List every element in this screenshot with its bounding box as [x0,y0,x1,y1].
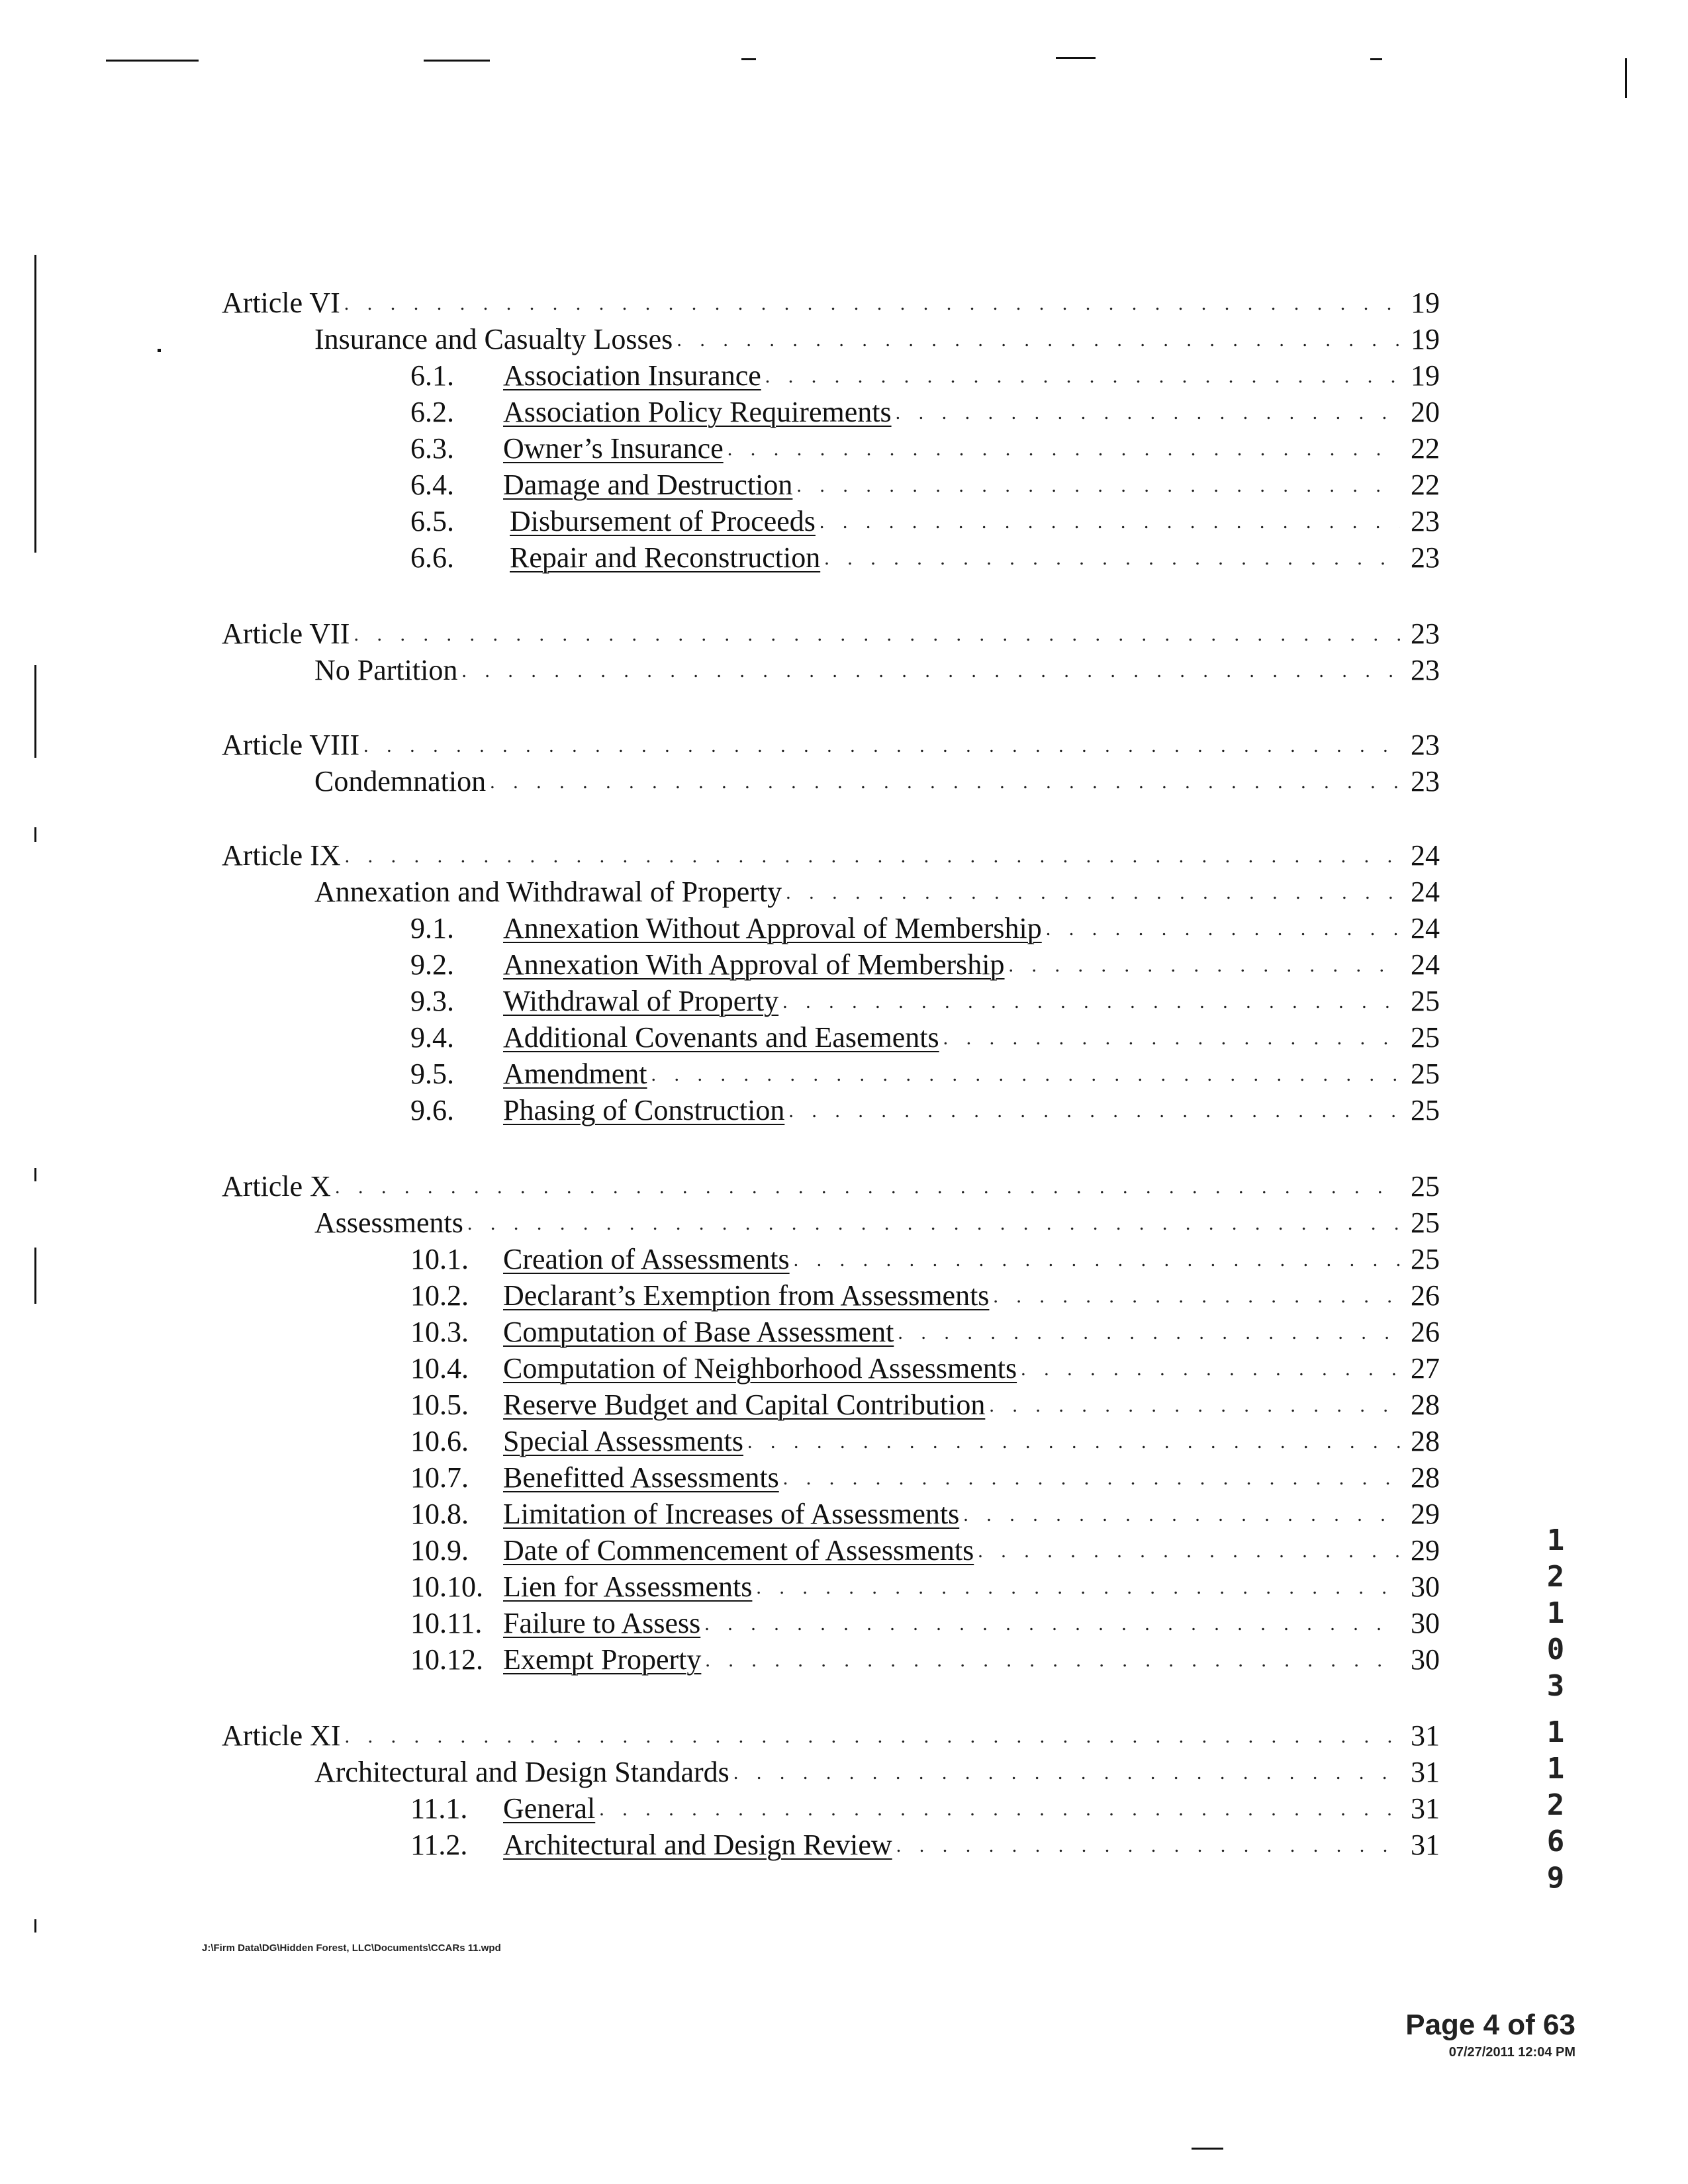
toc-page-number: 31 [1411,1792,1440,1825]
toc-page-number: 31 [1411,1829,1440,1861]
toc-page-number: 25 [1411,1094,1440,1126]
toc-article-vi[interactable] [222,278,1440,318]
toc-section-6-3[interactable] [410,424,1440,463]
section-link[interactable]: Declarant’s Exemption from Assessments [503,1279,990,1312]
toc-page-number: 26 [1411,1316,1440,1348]
section-number: 10.5. [410,1388,469,1421]
dot-leader [896,403,1400,423]
toc-entry-label: Condemnation [314,765,487,797]
toc-page-number: 31 [1411,1756,1440,1788]
toc-page-number: 30 [1411,1570,1440,1603]
section-link[interactable]: Reserve Budget and Capital Contribution [503,1388,986,1421]
toc-page-number: 25 [1411,1206,1440,1239]
section-number: 10.11. [410,1607,483,1639]
section-link[interactable]: Architectural and Design Review [503,1829,892,1861]
section-number: 6.1. [410,359,454,392]
section-link[interactable]: Association Insurance [503,359,761,392]
section-number: 10.12. [410,1643,483,1676]
toc-page-number: 23 [1411,765,1440,797]
toc-article-xi-title[interactable] [314,1747,1440,1787]
section-number: 6.6. [410,541,454,574]
toc-page-number: 22 [1411,469,1440,501]
stamp-digit: 6 [1546,1825,1565,1858]
toc-page-number: 28 [1411,1425,1440,1457]
toc-section-11-2[interactable] [410,1820,1440,1860]
toc-page-number: 22 [1411,432,1440,465]
toc-article-xi[interactable] [222,1711,1440,1751]
section-number: 6.5. [410,505,454,537]
toc-article-ix-title[interactable] [314,867,1440,907]
toc-section-10-4[interactable] [410,1343,1440,1383]
dot-leader [353,625,1400,645]
dot-leader [1009,956,1400,976]
toc-section-6-5[interactable] [410,496,1440,536]
section-number: 6.2. [410,396,454,428]
section-link[interactable]: Exempt Property [503,1643,702,1676]
toc-section-9-2[interactable] [410,940,1440,979]
toc-article-vii-title[interactable] [314,645,1440,685]
dot-leader [993,1287,1400,1306]
stamp-digit: 1 [1546,1524,1565,1557]
toc-entry-label: Article VIII [222,729,360,761]
stamp-digit: 1 [1546,1715,1565,1749]
section-number: 10.6. [410,1425,469,1457]
section-link[interactable]: Benefitted Assessments [503,1461,779,1494]
toc-section-11-1[interactable] [410,1784,1440,1823]
stamp-digit: 0 [1546,1633,1565,1666]
dot-leader [765,367,1400,387]
recording-stamp-bottom [1542,1714,1569,1896]
section-link[interactable]: Computation of Neighborhood Assessments [503,1352,1017,1385]
toc-section-9-6[interactable] [410,1085,1440,1125]
dot-leader [898,1323,1400,1343]
section-number: 6.3. [410,432,454,465]
section-link[interactable]: Annexation Without Approval of Membership [503,912,1042,944]
toc-article-vi-title[interactable] [314,314,1440,354]
stamp-digit: 3 [1546,1669,1565,1703]
toc-page-number: 30 [1411,1643,1440,1676]
dot-leader [788,1101,1400,1121]
toc-page-number: 19 [1411,323,1440,355]
dot-leader [896,1836,1400,1856]
toc-section-10-10[interactable] [410,1562,1440,1602]
toc-page-number: 24 [1411,839,1440,872]
section-link[interactable]: Lien for Assessments [503,1570,753,1603]
dot-leader [820,512,1400,532]
dot-leader [782,992,1400,1012]
section-number: 11.1. [410,1792,468,1825]
dot-leader [747,1432,1400,1452]
toc-page-number: 27 [1411,1352,1440,1385]
stamp-digit: 9 [1546,1861,1565,1895]
stamp-digit: 1 [1546,1752,1565,1786]
toc-page-number: 23 [1411,505,1440,537]
dot-leader [345,846,1400,866]
dot-leader [599,1799,1400,1819]
dot-leader [963,1505,1400,1525]
toc-page-number: 23 [1411,729,1440,761]
stamp-digit: 1 [1546,1596,1565,1630]
section-number: 10.7. [410,1461,469,1494]
section-number: 10.4. [410,1352,469,1385]
timestamp: 07/27/2011 12:04 PM [1448,2045,1575,2060]
toc-section-9-1[interactable] [410,903,1440,943]
dot-leader [978,1541,1400,1561]
section-link[interactable]: Additional Covenants and Easements [503,1021,939,1054]
section-link[interactable]: Special Assessments [503,1425,743,1457]
toc-section-10-2[interactable] [410,1271,1440,1310]
dot-leader [943,1028,1400,1048]
stamp-digit: 2 [1546,1788,1565,1822]
toc-section-10-3[interactable] [410,1307,1440,1347]
toc-section-10-5[interactable] [410,1380,1440,1420]
dot-leader [704,1614,1400,1634]
dot-leader [335,1177,1400,1197]
dot-leader [705,1651,1400,1670]
section-number: 10.8. [410,1498,469,1530]
toc-section-6-4[interactable] [410,460,1440,500]
section-number: 9.1. [410,912,454,944]
toc-entry-label: Article IX [222,839,341,872]
toc-page-number: 28 [1411,1388,1440,1421]
toc-page-number: 29 [1411,1534,1440,1567]
section-number: 10.3. [410,1316,469,1348]
toc-entry-label: Article XI [222,1719,341,1752]
dot-leader [467,1214,1400,1234]
dot-leader [783,1469,1400,1488]
page-indicator: Page 4 of 63 [1405,2009,1575,2041]
section-link[interactable]: General [503,1792,596,1825]
toc-page-number: 25 [1411,1243,1440,1275]
toc-section-10-9[interactable] [410,1525,1440,1565]
dot-leader [363,736,1400,756]
toc-section-6-1[interactable] [410,351,1440,390]
toc-page-number: 19 [1411,359,1440,392]
dot-leader [786,883,1400,903]
section-link[interactable]: Disbursement of Proceeds [510,505,816,537]
dot-leader [794,1250,1400,1270]
toc-page-number: 19 [1411,287,1440,319]
toc-section-10-8[interactable] [410,1489,1440,1529]
toc-article-x-title[interactable] [314,1198,1440,1238]
section-link[interactable]: Creation of Assessments [503,1243,790,1275]
toc-page-number: 23 [1411,654,1440,686]
dot-leader [824,549,1400,569]
section-link[interactable]: Failure to Assess [503,1607,701,1639]
toc-entry-label: Architectural and Design Standards [314,1756,729,1788]
section-number: 10.2. [410,1279,469,1312]
dot-leader [989,1396,1400,1416]
toc-entry-label: Insurance and Casualty Losses [314,323,673,355]
dot-leader [733,1763,1400,1783]
toc-page-number: 30 [1411,1607,1440,1639]
dot-leader [490,772,1400,792]
dot-leader [461,661,1400,681]
section-number: 10.10. [410,1570,483,1603]
dot-leader [756,1578,1400,1598]
section-link[interactable]: Amendment [503,1058,647,1090]
toc-entry-label: Article VI [222,287,340,319]
toc-page-number: 25 [1411,1058,1440,1090]
dot-leader [677,330,1400,350]
toc-page-number: 24 [1411,912,1440,944]
section-number: 9.6. [410,1094,454,1126]
toc-article-viii[interactable] [222,720,1440,760]
toc-section-10-7[interactable] [410,1453,1440,1492]
toc-entry-label: Article VII [222,617,350,650]
section-link[interactable]: Limitation of Increases of Assessments [503,1498,960,1530]
section-number: 9.4. [410,1021,454,1054]
toc-page-number: 23 [1411,617,1440,650]
toc-section-9-3[interactable] [410,976,1440,1016]
section-number: 10.1. [410,1243,469,1275]
section-link[interactable]: Owner’s Insurance [503,432,724,465]
section-number: 9.2. [410,948,454,981]
section-number: 6.4. [410,469,454,501]
toc-page-number: 24 [1411,948,1440,981]
toc-entry-label: No Partition [314,654,458,686]
toc-article-x[interactable] [222,1161,1440,1201]
section-link[interactable]: Annexation With Approval of Membership [503,948,1005,981]
toc-entry-label: Article X [222,1170,331,1203]
section-number: 10.9. [410,1534,469,1567]
toc-page-number: 24 [1411,876,1440,908]
toc-section-9-4[interactable] [410,1013,1440,1052]
section-link[interactable]: Withdrawal of Property [503,985,779,1017]
section-link[interactable]: Association Policy Requirements [503,396,892,428]
dot-leader [345,1727,1400,1747]
toc-page-number: 29 [1411,1498,1440,1530]
toc-section-10-1[interactable] [410,1234,1440,1274]
toc-article-ix[interactable] [222,831,1440,870]
toc-page-number: 20 [1411,396,1440,428]
toc-page-number: 25 [1411,985,1440,1017]
toc-page-number: 25 [1411,1021,1440,1054]
section-link[interactable]: Phasing of Construction [503,1094,785,1126]
toc-page-number: 26 [1411,1279,1440,1312]
dot-leader [1021,1359,1400,1379]
toc-entry-label: Annexation and Withdrawal of Property [314,876,782,908]
stamp-digit: 2 [1546,1560,1565,1594]
document-file-path: J:\Firm Data\DG\Hidden Forest, LLC\Documents\CCARs 11.wpd [202,1942,501,1954]
section-link[interactable]: Repair and Reconstruction [510,541,821,574]
section-link[interactable]: Damage and Destruction [503,469,793,501]
section-link[interactable]: Computation of Base Assessment [503,1316,894,1348]
dot-leader [344,294,1400,314]
dot-leader [1046,919,1400,939]
toc-page-number: 28 [1411,1461,1440,1494]
toc-entry-label: Assessments [314,1206,463,1239]
section-number: 11.2. [410,1829,468,1861]
toc-page-number: 23 [1411,541,1440,574]
toc-page-number: 31 [1411,1719,1440,1752]
section-number: 9.5. [410,1058,454,1090]
toc-section-10-6[interactable] [410,1416,1440,1456]
section-number: 9.3. [410,985,454,1017]
toc-section-10-11[interactable] [410,1598,1440,1638]
toc-section-6-6[interactable] [410,533,1440,572]
dot-leader [796,476,1400,496]
toc-page-number: 25 [1411,1170,1440,1203]
toc-article-viii-title[interactable] [314,756,1440,796]
dot-leader [727,439,1400,459]
toc-article-vii[interactable] [222,609,1440,649]
section-link[interactable]: Date of Commencement of Assessments [503,1534,974,1567]
dot-leader [651,1065,1400,1085]
recording-stamp-top [1542,1522,1569,1704]
toc-section-6-2[interactable] [410,387,1440,427]
toc-section-9-5[interactable] [410,1049,1440,1089]
toc-section-10-12[interactable] [410,1635,1440,1674]
